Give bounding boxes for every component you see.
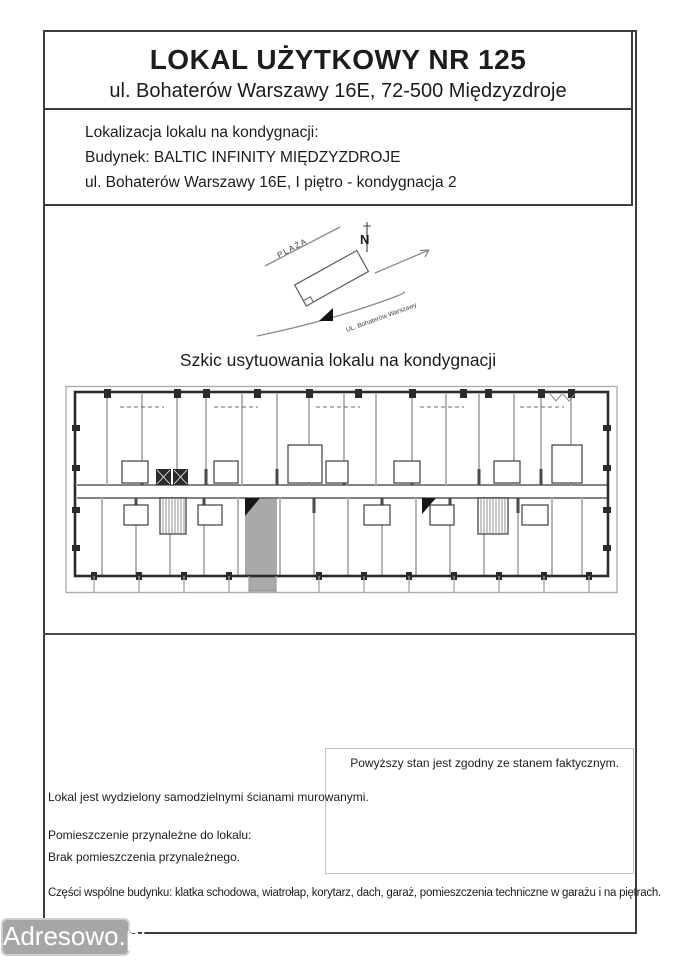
compliance-text: Powyższy stan jest zgodny ze stanem faktycznym. bbox=[350, 756, 619, 770]
location-line-3: ul. Bohaterów Warszawy 16E, I piętro - kondygnacja 2 bbox=[85, 174, 457, 191]
elevator-shafts bbox=[156, 469, 188, 485]
page-title: LOKAL UŻYTKOWY NR 125 bbox=[149, 44, 527, 75]
stairwell-left bbox=[160, 498, 186, 534]
watermark-badge bbox=[1, 918, 147, 956]
compliance-box bbox=[325, 748, 634, 874]
ancillary-title: Pomieszczenie przynależne do lokalu: bbox=[48, 828, 252, 842]
location-section bbox=[43, 110, 633, 206]
location-line-1: Lokalizacja lokalu na kondygnacji: bbox=[85, 124, 319, 141]
balcony-dividers bbox=[94, 576, 589, 593]
building-outline bbox=[295, 251, 369, 306]
common-parts-statement: Części wspólne budynku: klatka schodowa, wiatrołap, korytarz, dach, garaż, pomieszczenia techniczne w garażu i na piętrach. bbox=[48, 887, 661, 899]
balcony-outline bbox=[66, 387, 617, 593]
street-label: UL. Bohaterów Warszawy bbox=[345, 301, 418, 334]
corridor bbox=[77, 485, 607, 498]
ancillary-value: Brak pomieszczenia przynależnego. bbox=[48, 850, 241, 864]
north-arrow-icon bbox=[360, 222, 371, 252]
sketch-caption: Szkic usytuowania lokalu na kondygnacji bbox=[179, 350, 497, 370]
direction-arrow bbox=[375, 250, 429, 273]
watermark-label: Adresowo.pl bbox=[3, 921, 147, 951]
location-marker-icon bbox=[319, 308, 333, 321]
document-header bbox=[43, 30, 633, 110]
north-label: N bbox=[360, 232, 370, 247]
partition-wall-ends-bottom bbox=[136, 498, 518, 513]
pilasters-top bbox=[104, 389, 575, 398]
page-subtitle: ul. Bohaterów Warszawy 16E, 72-500 Międzyzdroje bbox=[109, 80, 567, 102]
pilasters-sides bbox=[72, 425, 611, 551]
section-divider bbox=[43, 633, 635, 635]
floor-plan bbox=[64, 385, 620, 597]
site-map bbox=[245, 220, 460, 348]
beach-label: PLAŻA bbox=[275, 236, 309, 260]
outer-wall bbox=[75, 392, 608, 576]
stairwell-right bbox=[478, 498, 508, 534]
walls-statement: Lokal jest wydzielony samodzielnymi ścianami murowanymi. bbox=[48, 790, 369, 804]
location-line-2: Budynek: BALTIC INFINITY MIĘDZYZDROJE bbox=[85, 149, 401, 166]
